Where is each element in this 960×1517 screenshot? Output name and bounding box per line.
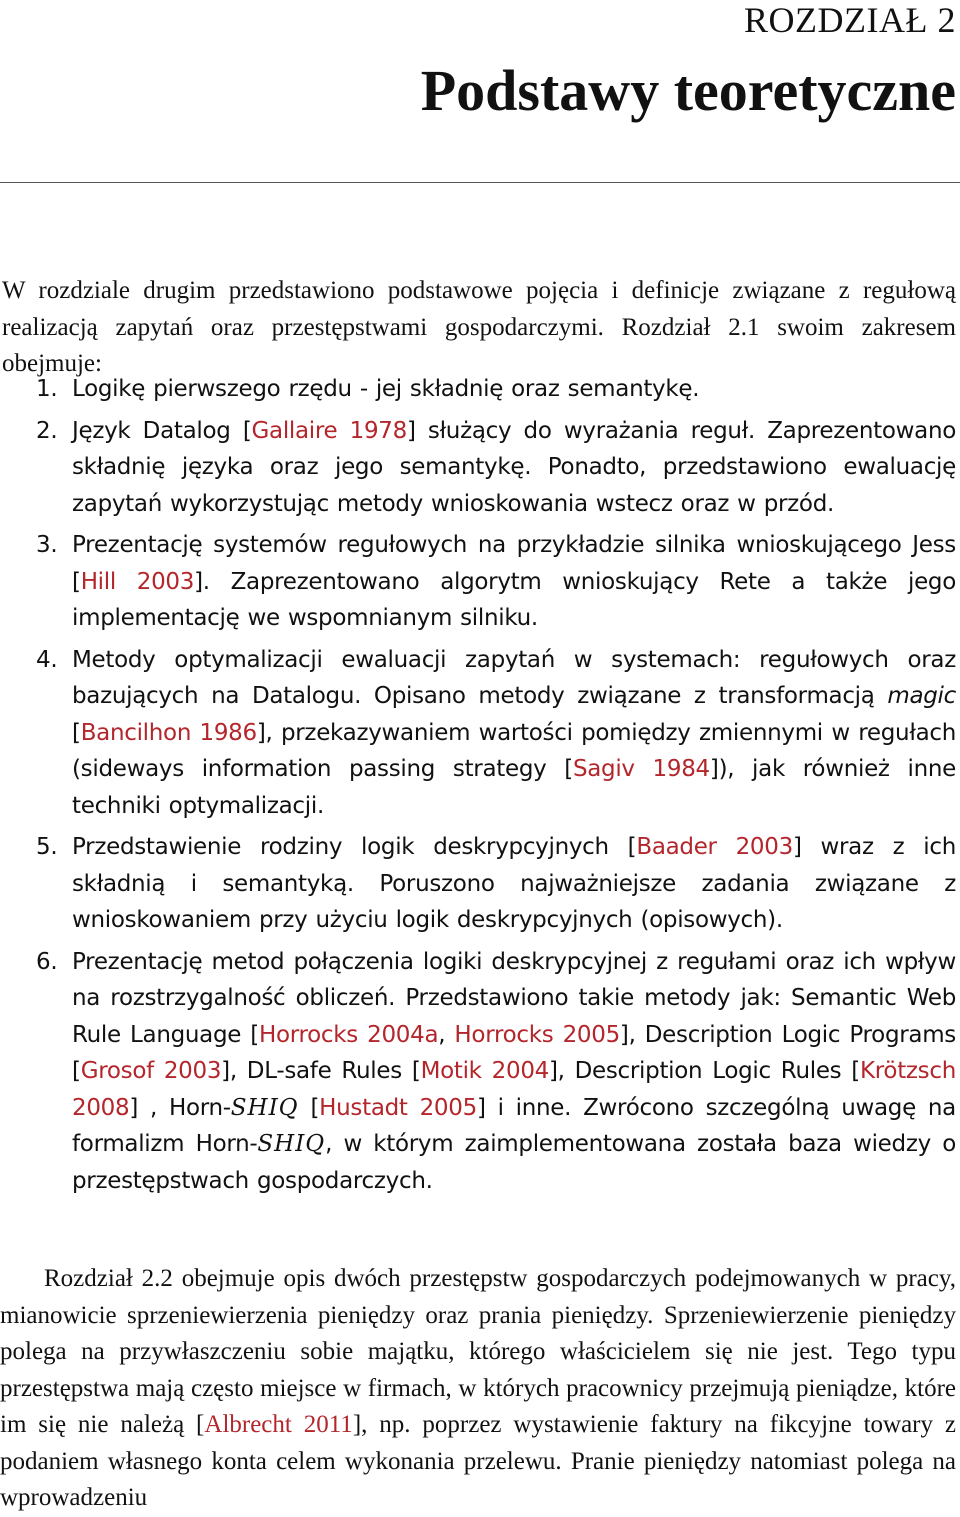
text-run: ], Description Logic Programs [ [72,1021,956,1084]
section-2-2-paragraph [0,1261,956,1517]
citation-link[interactable]: Baader 2003 [636,834,793,860]
text-run: [ [72,719,81,746]
list-item-number: 2. [36,417,58,444]
chapter-label: ROZDZIAŁ 2 [744,0,956,40]
citation-link[interactable]: Hustadt 2005 [319,1094,477,1121]
list-item-text [72,949,956,1194]
citation-link[interactable]: Horrocks 2005 [454,1021,620,1048]
text-run: Rozdział 2.2 obejmuje opis dwóch przestępstw gospodarczych podejmowanych w pracy, mianowicie sprzeniewierzenia pieniędzy oraz prania pieniędzy. Sprzeniewierzenie pieniędzy polega na przywłaszczeniu sobie majątku, którego właścicielem się nie jest. Tego typu przestępstwa mają często miejsce w firmach, w których pracownicy przejmują pieniądze, które im się nie należą [ [0,1265,956,1438]
text-run: ] i inne. Zwrócono szczególną uwagę na formalizm Horn- [72,1094,956,1157]
text-run: ], przekazywaniem wartości pomiędzy zmiennymi w regułach (sideways information passing strategy [ [72,719,956,782]
text-run: ], Description Logic Rules [ [548,1058,860,1084]
text-run: [ [298,1094,320,1121]
text-run: ]. Zaprezentowano algorytm wnioskujący Rete a także jego implementację we wspomnianym silniku. [72,568,956,631]
citation-link[interactable]: Hill 2003 [80,568,195,595]
citation-link[interactable]: Gallaire 1978 [251,417,407,444]
list-item-text [72,834,956,933]
chapter-scope-list [0,371,956,1204]
list-item-text [72,647,956,819]
logic-name: SHIQ [230,1094,299,1121]
text-run: Metody optymalizacji ewaluacji zapytań w systemach: regułowych oraz bazujących na Datalogu. Opisano metody związane z transformacją [72,646,956,709]
list-item-text [72,418,956,517]
text-run: ] , Horn- [129,1094,231,1121]
text-run: ], np. poprzez wystawienie faktury na fikcyjne towary z podaniem własnego konta celem wykonania przelewu. Pranie pieniędzy natomiast polega na wprowadzeniu [0,1411,956,1511]
list-item [0,642,956,825]
citation-link[interactable]: Sagiv 1984 [572,756,710,782]
text-run: ] wraz z ich składnią i semantyką. Poruszono najważniejsze zadania związane z wnioskowaniem przy użyciu logik deskrypcyjnych (opisowych). [72,834,956,933]
text-run: Logikę pierwszego rzędu - jej składnię oraz semantykę. [72,376,700,402]
list-item [0,829,956,939]
text-run: ] służący do wyrażania reguł. Zaprezentowano składnię języka oraz jego semantykę. Ponadto, przedstawiono ewaluację zapytań wykorzystując metody wnioskowania wstecz oraz w przód. [72,417,957,517]
text-run: Przedstawienie rodziny logik deskrypcyjnych [ [72,834,637,860]
list-item-number: 1. [36,376,58,402]
chapter-title: Podstawy teoretyczne [420,58,956,123]
text-run: , [438,1021,455,1048]
list-item-text [72,376,699,402]
italic-term: magic [887,683,956,709]
header-divider [0,182,960,183]
text-run: Język Datalog [ [72,417,252,444]
text-run: Prezentację systemów regułowych na przykładzie silnika wnioskującego Jess [ [72,532,956,595]
citation-link[interactable]: Bancilhon 1986 [80,719,257,746]
text-run: ]), jak również inne techniki optymalizacji. [72,756,957,819]
text-run: ], DL-safe Rules [ [221,1058,421,1084]
citation-link[interactable]: Motik 2004 [420,1058,549,1084]
text-run: Prezentację metod połączenia logiki deskrypcyjnej z regułami oraz ich wpływ na rozstrzygalność obliczeń. Przedstawiono takie metody jak: Semantic Web Rule Language [ [72,948,956,1048]
list-item [0,371,956,408]
list-item-number: 4. [36,646,58,673]
list-item-number: 5. [36,834,58,860]
list-item [0,527,956,637]
list-item-text [72,532,956,631]
citation-link[interactable]: Grosof 2003 [80,1058,222,1084]
list-item-number: 3. [36,532,58,558]
list-item [0,413,956,523]
logic-name: SHIQ [257,1131,326,1157]
citation-link[interactable]: Krötzsch 2008 [72,1058,956,1121]
list-item [0,944,956,1200]
list-item-number: 6. [36,948,58,975]
text-run: , w którym zaimplementowana została baza wiedzy o przestępstwach gospodarczych. [72,1131,956,1194]
citation-link[interactable]: Albrecht 2011 [204,1411,353,1438]
intro-paragraph: W rozdziale drugim przedstawiono podstawowe pojęcia i definicje związane z regułową realizacją zapytań oraz przestępstwami gospodarczymi. Rozdział 2.1 swoim zakresem obejmuje: [2,277,956,377]
citation-link[interactable]: Horrocks 2004a [258,1021,439,1048]
